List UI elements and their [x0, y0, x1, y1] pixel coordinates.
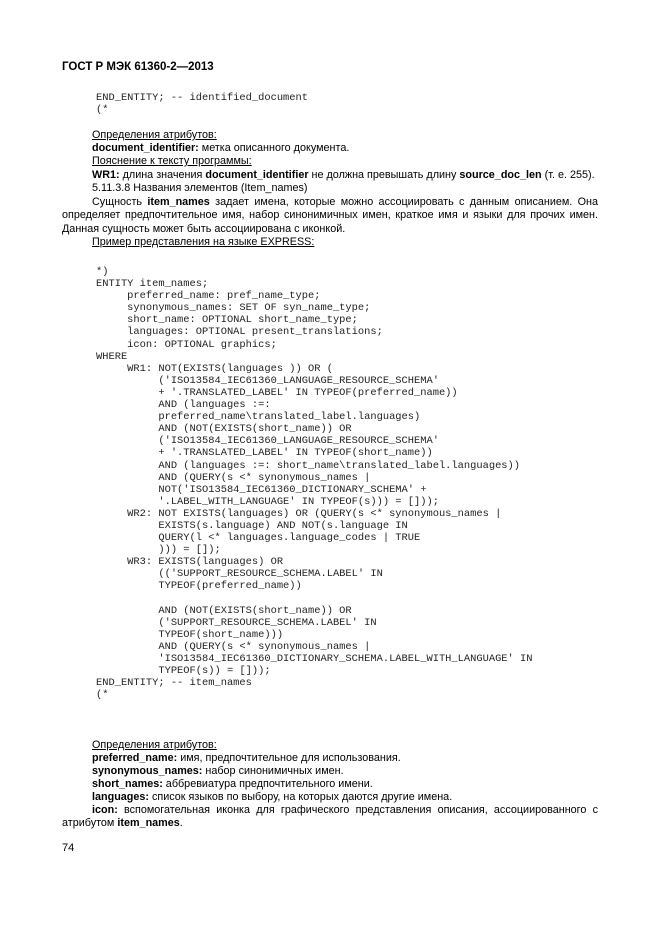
document-header: ГОСТ Р МЭК 61360-2—2013 [62, 61, 214, 73]
definition-preferred-name [92, 752, 401, 765]
page-number: 74 [62, 842, 75, 854]
desc-icon: вспомогательная иконка для графического представления описания, ассоциированного с атрибутом [62, 804, 598, 830]
wr1-term-2: document_identifier [205, 169, 309, 181]
wr1-text-2: не должна превышать длину [308, 169, 460, 181]
essence-text-1: Сущность [92, 196, 148, 208]
term-synonymous-names: synonymous_names: [92, 765, 203, 777]
wr1-text-1: длина значения [119, 169, 206, 181]
definition-short-names [92, 778, 373, 791]
desc-short-names: аббревиатура предпочтительного имени. [162, 778, 373, 790]
subsection-title: 5.11.3.8 Названия элементов (Item_names) [92, 182, 308, 194]
wr1-term-3: source_doc_len [459, 169, 542, 181]
essence-term: item_names [147, 196, 210, 208]
term-icon: icon: [92, 804, 118, 816]
essence-paragraph [62, 196, 598, 236]
essence-text-2: задает имена, которые можно ассоциировать с данным описанием. Она определяет предпочтительное имя, набор синонимичных имен, краткое имя и языки для прочих имен. Данная сущность может быть ассоциирована с иконкой. [62, 196, 599, 235]
attr-defs-heading-2: Определения атрибутов: [92, 739, 217, 751]
term-short-names: short_names: [92, 778, 163, 790]
term-preferred-name: preferred_name: [92, 752, 178, 764]
wr1-term: WR1: [92, 169, 120, 181]
code-block-top: END_ENTITY; -- identified_document (* [96, 92, 309, 117]
example-heading: Пример представления на языке EXPRESS: [92, 236, 315, 248]
term-document-identifier: document_identifier: [92, 142, 199, 154]
definition-icon [62, 804, 598, 831]
definition-document-identifier [92, 142, 349, 155]
term-languages: languages: [92, 791, 149, 803]
desc-icon-end: . [179, 817, 183, 830]
term-item-names: item_names [117, 817, 180, 830]
express-code-block: *) ENTITY item_names; preferred_name: pref_name_type; synonymous_names: SET OF syn_name_type; short_name: OPTIONAL short_name_type; languages: OPTIONAL present_translations; icon: OPTIONAL graphics; WHERE WR1: NOT(EXISTS(languages )) OR ( ('ISO13584_IEC61360_LANGUAGE_RESOURCE_SCHEMA' + '.TRANSLATED_LABEL' IN TYPEOF(preferred_name)) AND (languages :=: preferred_name\translated_label.languages) AND (NOT(EXISTS(short_name)) OR ('ISO13584_IEC61360_LANGUAGE_RESOURCE_SCHEMA' + '.TRANSLATED_LABEL' IN TYPEOF(short_name)) AND (languages :=: short_name\translated_label.languages)) AND (QUERY(s <* synonymous_names | NOT('ISO13584_IEC61360_DICTIONARY_SCHEMA' + '.LABEL_WITH_LANGUAGE' IN TYPEOF(s))) = [])); WR2: NOT EXISTS(languages) OR (QUERY(s <* synonymous_names | EXISTS(s.language) AND NOT(s.language IN QUERY(l <* languages.language_codes | TRUE ))) = []); WR3: EXISTS(languages) OR (('SUPPORT_RESOURCE_SCHEMA.LABEL' IN TYPEOF(preferred_name)) AND (NOT(EXISTS(short_name)) OR ('SUPPORT_RESOURCE_SCHEMA.LABEL' IN TYPEOF(short_name))) AND (QUERY(s <* synonymous_names | 'ISO13584_IEC61360_DICTIONARY_SCHEMA.LABEL_WITH_LANGUAGE' IN TYPEOF(s)) = [])); END_ENTITY; -- item_names (* [96, 266, 533, 702]
definition-synonymous-names [92, 765, 344, 778]
explanation-heading: Пояснение к тексту программы: [92, 155, 252, 167]
desc-document-identifier: метка описанного документа. [198, 142, 350, 154]
wr1-explanation [92, 169, 595, 182]
desc-synonymous-names: набор синонимичных имен. [202, 765, 344, 777]
desc-languages: список языков по выбору, на которых даются другие имена. [149, 791, 453, 803]
wr1-text-3: (т. е. 255). [541, 169, 595, 181]
attr-defs-heading-1: Определения атрибутов: [92, 129, 217, 141]
desc-preferred-name: имя, предпочтительное для использования. [177, 752, 401, 764]
definition-languages [92, 791, 452, 804]
